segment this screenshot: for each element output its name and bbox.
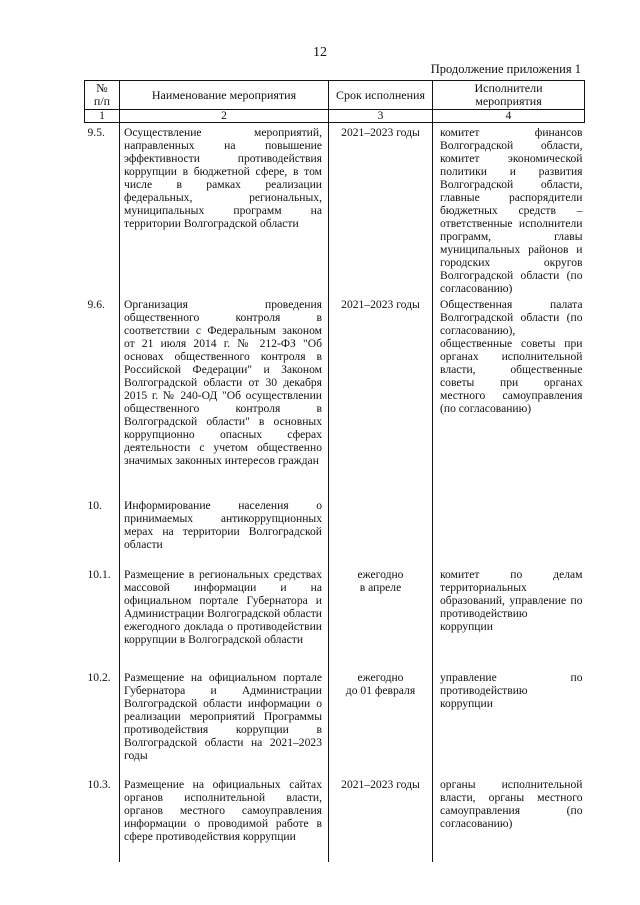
column-number: 3	[329, 110, 433, 123]
page-number: 12	[313, 45, 327, 60]
table-row	[85, 565, 585, 668]
row-name: Размещение в региональных средствах массовой информации и на официальном портале Губернатора и Администрации Волгоградской области ежегодного доклада о противодействии коррупции в Волгоградской области	[120, 565, 329, 668]
header-name: Наименование мероприятия	[120, 81, 329, 110]
table-row	[85, 123, 585, 296]
header-num: № п/п	[85, 81, 120, 110]
row-term: 2021–2023 годы	[329, 123, 433, 296]
row-term: 2021–2023 годы	[329, 295, 433, 496]
column-number: 2	[120, 110, 329, 123]
row-name: Размещение на официальном портале Губернатора и Администрации Волгоградской области информации о реализации мероприятий Программы противодействия коррупции в Волгоградской области на 2021–2023 годы	[120, 668, 329, 775]
row-term: ежегодно в апреле	[329, 565, 433, 668]
continuation-label: Продолжение приложения 1	[430, 62, 581, 76]
row-executors	[433, 496, 585, 565]
row-name: Осуществление мероприятий, направленных на повышение эффективности противодействия коррупции в бюджетной сфере, в том числе в рамках реализации федеральных, региональных, муниципальных программ на территории Волгоградской области	[120, 123, 329, 296]
row-term: ежегодно до 01 февраля	[329, 668, 433, 775]
row-term	[329, 496, 433, 565]
table-row	[85, 295, 585, 496]
column-number: 4	[433, 110, 585, 123]
table-row	[85, 496, 585, 565]
header-term: Срок исполнения	[329, 81, 433, 110]
row-number: 10.3.	[87, 778, 111, 791]
row-number: 9.5.	[87, 126, 105, 139]
table-row	[85, 775, 585, 862]
row-number: 10.	[87, 499, 102, 512]
column-numbers-row	[85, 110, 585, 123]
header-executors: Исполнители мероприятия	[433, 81, 585, 110]
row-number: 9.6.	[87, 298, 105, 311]
row-name: Информирование населения о принимаемых антикоррупционных мерах на территории Волгоградской области	[120, 496, 329, 565]
measures-table	[84, 80, 585, 862]
row-executors: комитет финансов Волгоградской области, комитет экономической политики и развития Волгоградской области, главные распорядители бюджетных средств – ответственные исполнители программ, главы муниципальных районов и городских округов Волгоградской области (по согласованию)	[433, 123, 585, 296]
row-executors: органы исполнительной власти, органы местного самоуправления (по согласованию)	[433, 775, 585, 862]
row-number: 10.2.	[87, 671, 111, 684]
table-row	[85, 668, 585, 775]
row-executors: комитет по делам территориальных образований, управление по противодействию коррупции	[433, 565, 585, 668]
row-executors: Общественная палата Волгоградской области (по согласованию), общественные советы при органах исполнительной власти, общественные советы при органах местного самоуправления (по согласованию)	[433, 295, 585, 496]
row-name: Размещение на официальных сайтах органов исполнительной власти, органов местного самоуправления информации о проводимой работе в сфере противодействия коррупции	[120, 775, 329, 862]
row-term: 2021–2023 годы	[329, 775, 433, 862]
row-number: 10.1.	[87, 568, 111, 581]
table-header-row	[85, 81, 585, 110]
row-name: Организация проведения общественного контроля в соответствии с Федеральным законом от 21 июля 2014 г. № 212-ФЗ "Об основах общественного контроля в Российской Федерации" и Законом Волгоградской области от 30 декабря 2015 г. № 240-ОД "Об осуществлении общественного контроля в Волгоградской области" в основных коррупционно опасных сферах деятельности с учетом общественно значимых законных интересов граждан	[120, 295, 329, 496]
column-number: 1	[85, 110, 120, 123]
row-executors: управление по противодействию коррупции	[433, 668, 585, 775]
